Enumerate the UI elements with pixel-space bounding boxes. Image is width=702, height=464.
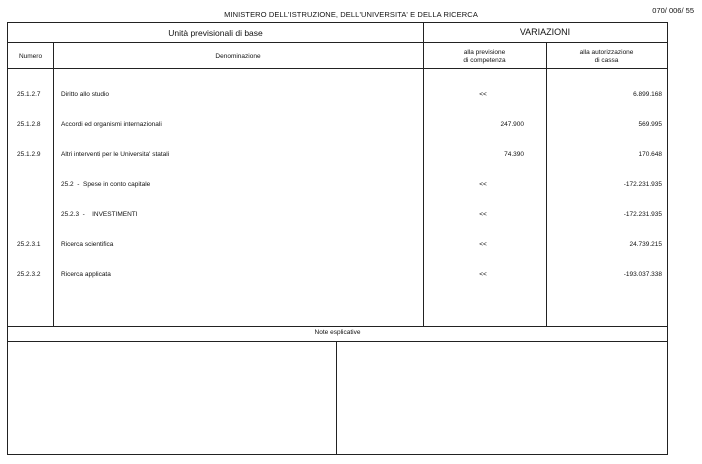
divider	[8, 326, 667, 327]
col-cassa-line2: di cassa	[594, 57, 619, 64]
row-previsione: <<	[479, 241, 487, 248]
row-cassa: 6.899.168	[633, 91, 662, 98]
row-previsione: <<	[479, 181, 487, 188]
row-denominazione: Ricerca scientifica	[61, 241, 114, 248]
table-row	[8, 241, 669, 253]
row-denominazione: Diritto allo studio	[61, 91, 110, 98]
row-cassa: -172.231.935	[623, 181, 662, 188]
col-cassa-line1: alla autorizzazione	[579, 49, 634, 56]
row-cassa: -193.037.338	[623, 271, 662, 278]
table-row	[8, 121, 669, 133]
table-row	[8, 91, 669, 103]
table-row	[8, 211, 669, 223]
table-row	[8, 181, 669, 193]
row-denominazione: Accordi ed organismi internazionali	[61, 121, 162, 128]
row-denominazione: Altri interventi per le Universita' statali	[61, 151, 170, 158]
ministry-title: MINISTERO DELL'ISTRUZIONE, DELL'UNIVERSITA' E DELLA RICERCA	[224, 10, 478, 19]
row-denominazione: 25.2 - Spese in conto capitale	[61, 181, 151, 188]
col-numero: Numero	[18, 53, 43, 60]
divider	[8, 68, 667, 69]
row-cassa: 170.648	[638, 151, 662, 158]
notes-title: Note esplicative	[314, 329, 361, 336]
col-previsione-line1: alla previsione	[463, 49, 506, 56]
table-row	[8, 151, 669, 163]
divider	[8, 341, 667, 342]
row-denominazione: 25.2.3 - INVESTIMENTI	[61, 211, 138, 218]
row-previsione: <<	[479, 91, 487, 98]
budget-table	[7, 22, 668, 455]
row-previsione: 247.900	[500, 121, 524, 128]
row-previsione: 74.390	[504, 151, 524, 158]
row-numero: 25.2.3.1	[17, 241, 41, 248]
table-row	[8, 271, 669, 283]
col-previsione-line2: di competenza	[463, 57, 506, 64]
col-denominazione: Denominazione	[215, 53, 261, 60]
row-denominazione: Ricerca applicata	[61, 271, 111, 278]
row-numero: 25.2.3.2	[17, 271, 41, 278]
page-code: 070/ 006/ 55	[652, 6, 694, 15]
row-numero: 25.1.2.8	[17, 121, 41, 128]
row-previsione: <<	[479, 211, 487, 218]
row-previsione: <<	[479, 271, 487, 278]
divider	[8, 42, 667, 43]
row-cassa: -172.231.935	[623, 211, 662, 218]
col-previsione	[423, 49, 546, 65]
row-numero: 25.1.2.9	[17, 151, 41, 158]
row-cassa: 24.739.215	[629, 241, 662, 248]
col-cassa	[546, 49, 667, 65]
row-cassa: 569.995	[638, 121, 662, 128]
row-numero: 25.1.2.7	[17, 91, 41, 98]
divider	[336, 341, 337, 454]
section-upb: Unità previsionali di base	[168, 28, 263, 38]
section-variazioni: VARIAZIONI	[519, 27, 571, 37]
